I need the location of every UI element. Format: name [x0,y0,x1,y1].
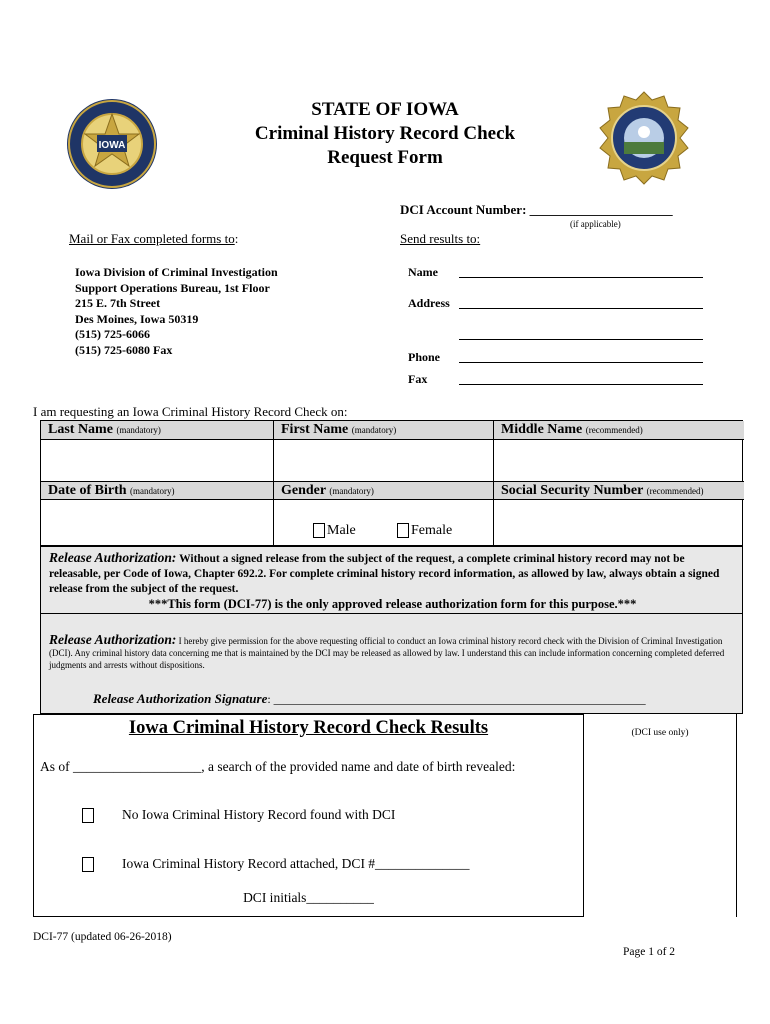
svg-text:IOWA: IOWA [98,140,126,151]
address-line: 215 E. 7th Street [75,296,161,311]
send-phone-label: Phone [408,350,441,364]
ssn-input[interactable] [494,501,744,545]
mail-heading: Mail or Fax completed forms to: [69,231,239,246]
page-number: Page 1 of 2 [623,946,676,958]
first-name-input[interactable] [274,440,494,480]
release-authorization-section [40,546,743,714]
dci-seal-logo [598,90,690,186]
address-line: Support Operations Bureau, 1st Floor [75,280,270,295]
form-title: Criminal History Record Check [254,123,516,144]
request-intro: I am requesting an Iowa Criminal History Record Check on: [33,404,348,419]
send-name-line[interactable] [459,277,703,278]
address-line: (515) 725-6080 Fax [75,342,173,357]
male-checkbox[interactable] [313,523,325,538]
address-line: Des Moines, Iowa 50319 [75,311,199,326]
send-fax-label: Fax [408,372,428,386]
dci-account-field[interactable]: DCI Account Number: ______________________ [400,202,673,217]
signature-field[interactable] [93,691,646,707]
dci-initials-line: DCI initials__________ [243,890,374,905]
subject-info-table [40,420,743,546]
record-attached-checkbox[interactable] [82,857,94,872]
send-name-label: Name [408,265,438,279]
form-id: DCI-77 (updated 06-26-2018) [33,931,172,943]
release-notice-text: Release Authorization: Without a signed release from the subject of the request, a complete criminal history record may not be releasable, per Code of Iowa, Chapter 692.2. For complete criminal history record information, as allowed by law, always obtain a signed release from the subject of the request. [49,550,720,595]
send-address-line-2[interactable] [459,339,703,340]
send-address-label: Address [408,296,450,310]
send-results-heading: Send results to: [400,231,481,246]
no-record-checkbox[interactable] [82,808,94,823]
as-of-line: As of ___________________, a search of the provided name and date of birth revealed: [40,759,516,774]
signature-label: Release Authorization Signature [93,691,268,706]
release-permission-text: Release Authorization: I hereby give permission for the above requesting official to conduct an Iowa criminal history record check with the Division of Criminal Investigation (DCI). Any criminal history data concerning me that is maintained by the DCI may be released as allowed by law. I understand this can include information concerning completed deferred judgments and arrests without dispositions. [49,632,725,670]
results-title: Iowa Criminal History Record Check Results [128,718,489,738]
dci-account-label: DCI Account Number [400,202,523,217]
middle-name-header: Middle Name (recommended) [501,422,643,437]
dob-header: Date of Birth (mandatory) [48,483,175,498]
female-option[interactable]: Female [397,523,452,539]
form-subtitle: Request Form [327,147,443,168]
last-name-input[interactable] [41,440,274,480]
no-record-option[interactable]: No Iowa Criminal History Record found with DCI [82,807,395,823]
dci-use-only-column [584,714,737,917]
dci-use-only-label: (DCI use only) [631,728,689,738]
signature-line: : ______________________________________________________________ [267,692,646,706]
dci-account-blank: ______________________ [529,202,673,217]
last-name-header: Last Name (mandatory) [48,422,161,437]
ssn-header: Social Security Number (recommended) [501,483,704,498]
address-line: Iowa Division of Criminal Investigation [75,265,278,279]
dob-input[interactable] [41,501,274,545]
address-line: (515) 725-6066 [75,327,150,342]
middle-name-input[interactable] [494,440,744,480]
state-title: STATE OF IOWA [311,99,459,120]
send-phone-line[interactable] [459,362,703,363]
male-option[interactable]: Male [313,523,356,539]
first-name-header: First Name (mandatory) [281,422,397,437]
if-applicable-note: (if applicable) [570,219,621,229]
dps-seal-logo [66,98,158,190]
record-attached-option[interactable]: Iowa Criminal History Record attached, DCI #______________ [82,856,470,872]
send-fax-line[interactable] [459,384,703,385]
approved-form-notice: ***This form (DCI-77) is the only approved release authorization form for this purpose.*** [148,597,637,611]
female-checkbox[interactable] [397,523,409,538]
results-section [33,714,584,917]
gender-header: Gender (mandatory) [281,483,374,498]
mail-address-block [75,265,278,359]
send-address-line[interactable] [459,308,703,309]
